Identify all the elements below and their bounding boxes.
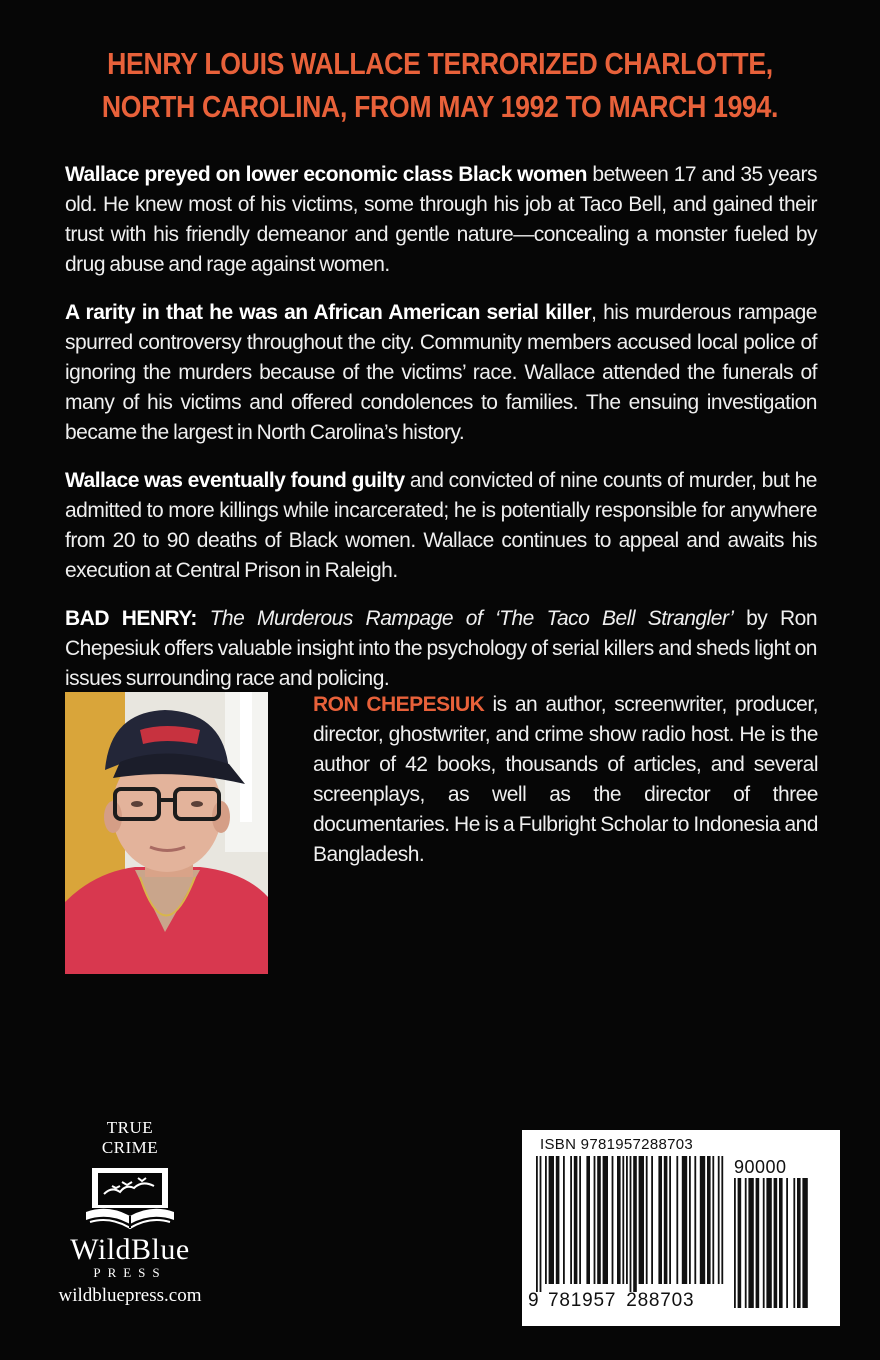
barcode-bar [626, 1156, 628, 1284]
category-line-2: CRIME [101, 1138, 159, 1157]
barcode-bar [748, 1178, 753, 1308]
author-photo [65, 692, 268, 974]
barcode-bar [622, 1156, 624, 1284]
barcode-bar [536, 1156, 538, 1292]
paragraph-1-text: between 17 and 35 years old. He knew most of his victims, some through his job at Taco Bell, and gained their trust with his friendly demeanor and gentle nature—concealing a monster fueled by drug abuse and rage against women. [65, 163, 817, 276]
barcode-bar [612, 1156, 614, 1284]
paragraph-1 [65, 160, 817, 280]
barcode-bar [797, 1178, 801, 1308]
paragraph-2-text: , his murderous rampage spurred controversy throughout the city. Community members accused local police of ignoring the murders because of the victims’ race. Wallace attended the funerals of many of his victims and offered condolences to families. The ensuing investigation became the largest in North Carolina’s history. [65, 301, 817, 444]
closing-text: by Ron Chepesiuk offers valuable insight into the psychology of serial killers and sheds light on issues surrounding race and policing. [65, 607, 817, 690]
author-bio [313, 690, 818, 870]
barcode-bar [630, 1156, 632, 1292]
barcode-bar [586, 1156, 590, 1284]
barcode-bar [712, 1156, 714, 1284]
barcode-bar [597, 1156, 601, 1284]
book-title-lead: BAD HENRY: [65, 607, 197, 630]
barcode-bar [570, 1156, 572, 1284]
barcode-bar [646, 1156, 648, 1284]
barcode-bar [633, 1156, 637, 1292]
barcode-bar [802, 1178, 807, 1308]
isbn-label: ISBN 9781957288703 [540, 1136, 694, 1153]
open-book-with-birds-icon [82, 1166, 178, 1232]
barcode-bar [651, 1156, 653, 1284]
paragraph-3-text: and convicted of nine counts of murder, but he admitted to more killings while incarcerated; he is potentially responsible for anywhere from 20 to 90 deaths of Black women. Wallace continues to appeal and awaits his execution at Central Prison in Raleigh. [65, 469, 817, 582]
barcode-bar [574, 1156, 578, 1284]
headline [96, 42, 784, 128]
barcode-bar [700, 1156, 705, 1284]
barcode-bar [763, 1178, 765, 1308]
barcode-bar [556, 1156, 560, 1284]
barcode-digits-group-2: 288703 [626, 1290, 695, 1311]
barcode-bar [617, 1156, 621, 1284]
barcode-bar [664, 1156, 668, 1284]
barcode-bar [563, 1156, 565, 1284]
barcode-bar [786, 1178, 788, 1308]
barcode-bar [682, 1156, 687, 1284]
barcode-bar [658, 1156, 662, 1284]
barcode-bar [779, 1178, 783, 1308]
closing-paragraph [65, 604, 817, 694]
paragraph-3 [65, 466, 817, 586]
paragraph-1-lead: Wallace preyed on lower economic class Black women [65, 163, 588, 186]
barcode-bar [545, 1156, 547, 1284]
barcode-bar [676, 1156, 678, 1284]
category-line-1: TRUE [106, 1118, 154, 1137]
author-name: RON CHEPESIUK [313, 693, 485, 716]
headline-line-1: HENRY LOUIS WALLACE TERRORIZED CHARLOTTE, [107, 46, 773, 81]
publisher-imprint [30, 1118, 230, 1308]
headline-line-2: NORTH CAROLINA, FROM MAY 1992 TO MARCH 1994. [101, 89, 779, 124]
barcode-digits [528, 1290, 728, 1312]
barcode-bar [594, 1156, 596, 1284]
barcode-bar [774, 1178, 778, 1308]
paragraph-2-lead: A rarity in that he was an African American serial killer [65, 301, 592, 324]
price-code: 90000 [734, 1157, 787, 1177]
barcode-digit-first: 9 [528, 1290, 539, 1311]
barcode-bar [540, 1156, 542, 1292]
isbn-barcode [522, 1130, 840, 1326]
barcode-bar [745, 1178, 747, 1308]
barcode-bar [579, 1156, 581, 1284]
barcode-bar [766, 1178, 771, 1308]
barcode-bar [738, 1178, 742, 1308]
publisher-url: wildbluepress.com [58, 1285, 202, 1306]
barcode-bar [603, 1156, 608, 1284]
price-addon-bars [734, 1178, 818, 1318]
barcode-bar [669, 1156, 671, 1284]
barcode-bar [689, 1156, 691, 1284]
publisher-press: PRESS [93, 1265, 167, 1280]
paragraph-3-lead: Wallace was eventually found guilty [65, 469, 405, 492]
book-subtitle: The Murderous Rampage of ‘The Taco Bell Strangler’ [209, 607, 734, 630]
back-cover-copy [65, 160, 817, 712]
barcode-bar [734, 1178, 736, 1308]
barcode-bar [707, 1156, 711, 1284]
barcode-bar [721, 1156, 723, 1284]
barcode-digits-group-1: 781957 [548, 1290, 617, 1311]
barcode-bar [694, 1156, 696, 1284]
barcode-bar [718, 1156, 720, 1284]
paragraph-2 [65, 298, 817, 448]
publisher-name: WildBlue [70, 1233, 190, 1266]
barcode-bar [639, 1156, 644, 1284]
barcode-bar [793, 1178, 795, 1308]
barcode-bar [549, 1156, 554, 1284]
author-bio-text: is an author, screenwriter, producer, director, ghostwriter, and crime show radio host. He is the author of 42 books, thousands of articles, and several screenplays, as well as the director of three documentaries. He is a Fulbright Scholar to Indonesia and Bangladesh. [313, 693, 818, 866]
barcode-bar [756, 1178, 760, 1308]
author-portrait [65, 692, 268, 974]
